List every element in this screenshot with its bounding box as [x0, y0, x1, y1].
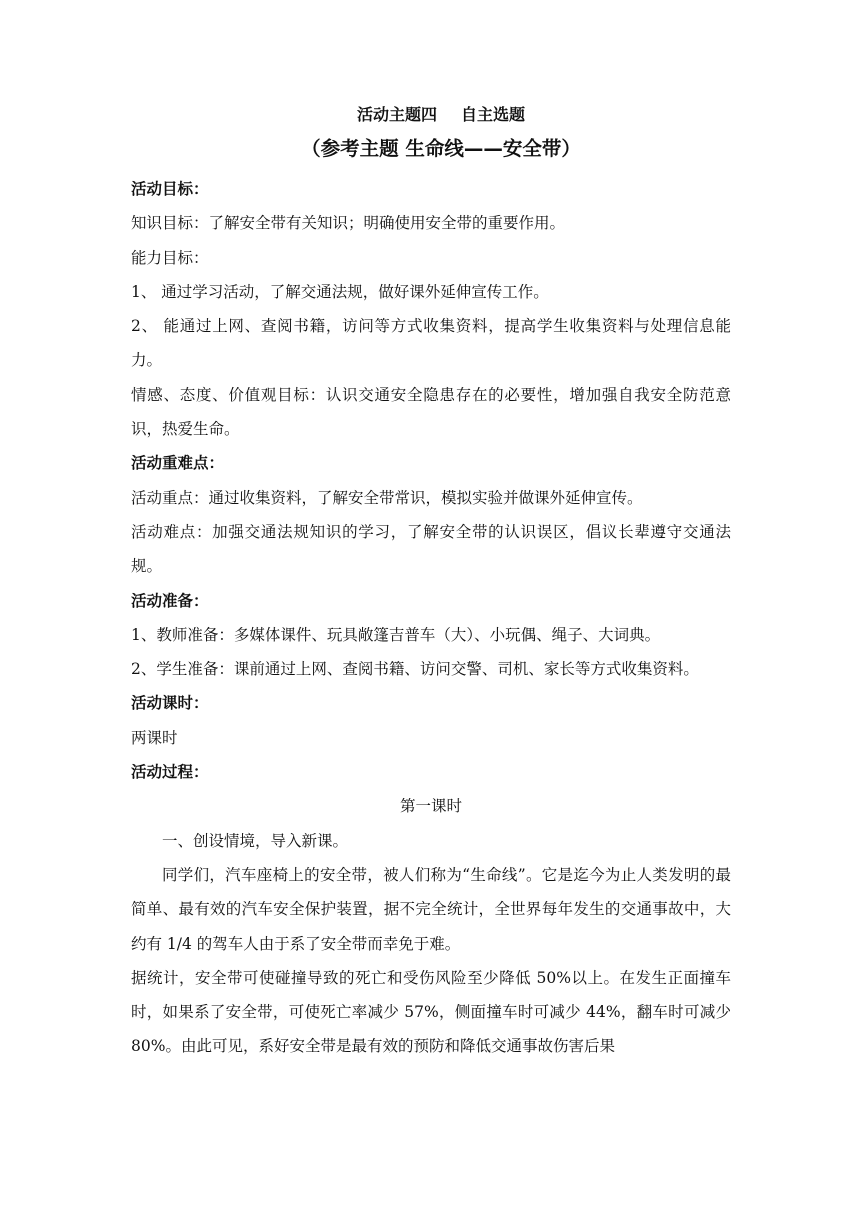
key-point-difficulty: 活动难点：加强交通法规知识的学习，了解安全带的认识误区，倡议长辈遵守交通法规。	[131, 522, 731, 576]
preparation-heading: 活动准备：	[131, 591, 209, 610]
title-main: 活动主题四	[356, 105, 437, 124]
step-1-heading: 一、创设情境，导入新课。	[162, 831, 349, 850]
objectives-heading: 活动目标：	[131, 180, 209, 198]
ability-item-2: 2、 能通过上网、查阅书籍，访问等方式收集资料，提高学生收集资料与处理信息能力。	[131, 317, 731, 370]
title-topic: 自主选题	[461, 105, 526, 124]
document-body	[131, 100, 731, 1064]
process-paragraph-2: 据统计，安全带可使碰撞导致的死亡和受伤风险至少降低 50%以上。在发生正面撞车时，如果系了安全带，可使死亡率减少 57%，侧面撞车时可减少 44%，翻车时可减少 80%。由此可见，系好安全带是最有效的预防和降低交通事故伤害后果	[131, 968, 731, 1056]
session-title: 第一课时	[399, 797, 462, 816]
knowledge-objective: 知识目标：了解安全带有关知识；明确使用安全带的重要作用。	[131, 214, 566, 233]
activity-title	[151, 100, 731, 130]
key-points-heading: 活动重难点：	[131, 454, 225, 473]
ability-item-1: 1、 通过学习活动，了解交通法规，做好课外延伸宣传工作。	[131, 282, 549, 301]
student-preparation: 2、学生准备：课前通过上网、查阅书籍、访问交警、司机、家长等方式收集资料。	[131, 660, 699, 679]
process-heading: 活动过程：	[131, 763, 209, 782]
key-point-focus: 活动重点：通过收集资料，了解安全带常识，模拟实验并做课外延伸宣传。	[131, 488, 643, 507]
ability-heading: 能力目标：	[131, 248, 209, 267]
activity-subtitle: （参考主题 生命线——安全带）	[301, 137, 581, 160]
lesson-time-value: 两课时	[131, 728, 178, 747]
emotion-objective: 情感、态度、价值观目标：认识交通安全隐患存在的必要性，增加强自我安全防范意识，热爱生命。	[131, 385, 731, 439]
teacher-preparation: 1、教师准备：多媒体课件、玩具敞篷吉普车（大）、小玩偶、绳子、大词典。	[131, 625, 661, 644]
process-paragraph-1: 同学们，汽车座椅上的安全带，被人们称为“生命线”。它是迄今为止人类发明的最简单、最有效的汽车安全保护装置，据不完全统计，全世界每年发生的交通事故中，大约有 1/4 的驾车人由于系了安全带而幸免于难。	[131, 865, 731, 953]
lesson-time-heading: 活动课时：	[131, 694, 209, 713]
